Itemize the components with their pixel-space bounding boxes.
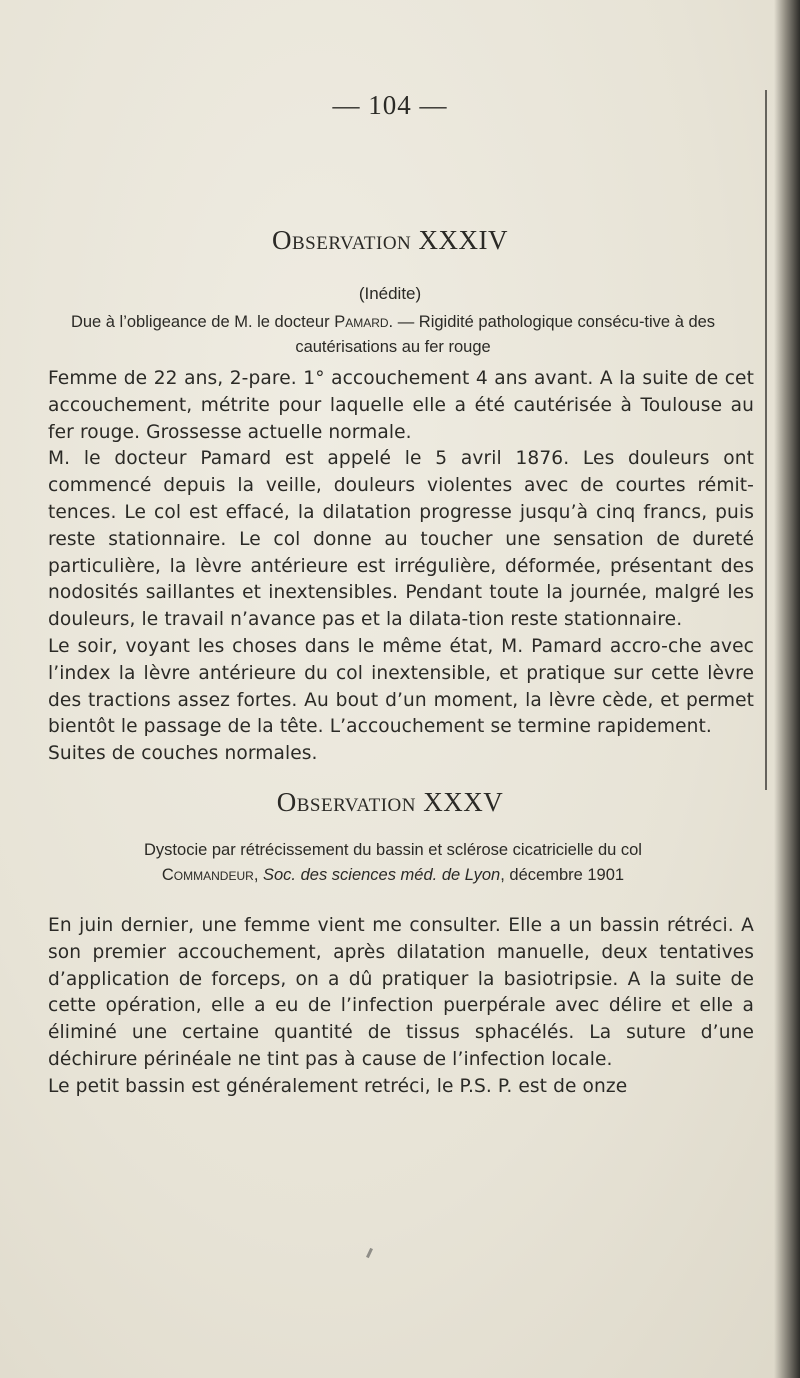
book-spine-shadow [774,0,800,1378]
paragraph: M. le docteur Pamard est appelé le 5 avril 1876. Les douleurs ont commencé depuis la veille, douleurs violentes avec de courtes rémit-tences. Le col est effacé, la dilatation progresse jusqu’à cinq francs, puis reste stationnaire. Le col donne au toucher une sensation de dureté particulière, la lèvre antérieure est irrégulière, déformée, présentant des nodosités saillantes et inextensibles. Pendant toute la journée, malgré les douleurs, le travail n’avance pas et la dilata-tion reste stationnaire. [48,448,754,631]
paragraph: Le soir, voyant les choses dans le même état, M. Pamard accro-che avec l’index la lèvre antérieure du col inextensible, et pratique sur cette lèvre des tractions assez fortes. Au bout d’un moment, la lèvre cède, et permet bientôt le passage de la tête. L’accouchement se termine rapidement. [48,635,754,738]
paragraph: Le petit bassin est généralement retréci, le P.S. P. est de onze [48,1075,628,1097]
paragraph: Suites de couches normales. [48,743,318,765]
attribution-prefix: Due à l’obligeance de M. le docteur [70,313,335,331]
spine-edge-line [765,90,767,790]
observation-35-note-line: Dystocie par rétrécissement du bassin et sclérose cicatricielle du col [144,841,642,859]
observation-35-title: Observation XXXV [276,787,504,817]
attribution-suffix: . — Rigidité pathologique consécu-tive à des cautérisations au fer rouge [295,313,716,356]
paragraph: Femme de 22 ans, 2-pare. 1° accouchement 4 ans avant. A la suite de cet accouchement, métrite pour laquelle elle a été cautérisée à Toulouse au fer rouge. Grossesse actuelle normale. [48,368,754,443]
observation-34-attribution [58,310,728,360]
observation-35-author: Commandeur [161,866,254,884]
observation-35-body [48,913,754,1101]
observation-34-title: Observation XXXIV [272,225,508,255]
observation-34-body [48,366,754,768]
observation-34-subtitle: (Inédite) [358,284,422,303]
observation-35-date: décembre 1901 [509,866,625,884]
page-number: — 104 — [332,90,448,120]
paragraph: En juin dernier, une femme vient me consulter. Elle a un bassin rétréci. A son premier accouchement, après dilatation manuelle, deux tentatives d’application de forceps, on a dû pratiquer la basiotripsie. A la suite de cette opération, elle a eu de l’infection puerpérale avec délire et elle a éliminé une certaine quantité de tissus sphacélés. La suture d’une déchirure périnéale ne tint pas à cause de l’infection locale. [48,915,754,1070]
ink-speck [366,1248,373,1258]
attribution-name: Pamard [334,313,389,331]
observation-35-note: Dystocie par rétrécissement du bassin et sclérose cicatricielle du col Commandeur, Soc. des sciences méd. de Lyon, décembre 1901 [144,841,642,884]
observation-35-source: Soc. des sciences méd. de Lyon [262,866,501,884]
